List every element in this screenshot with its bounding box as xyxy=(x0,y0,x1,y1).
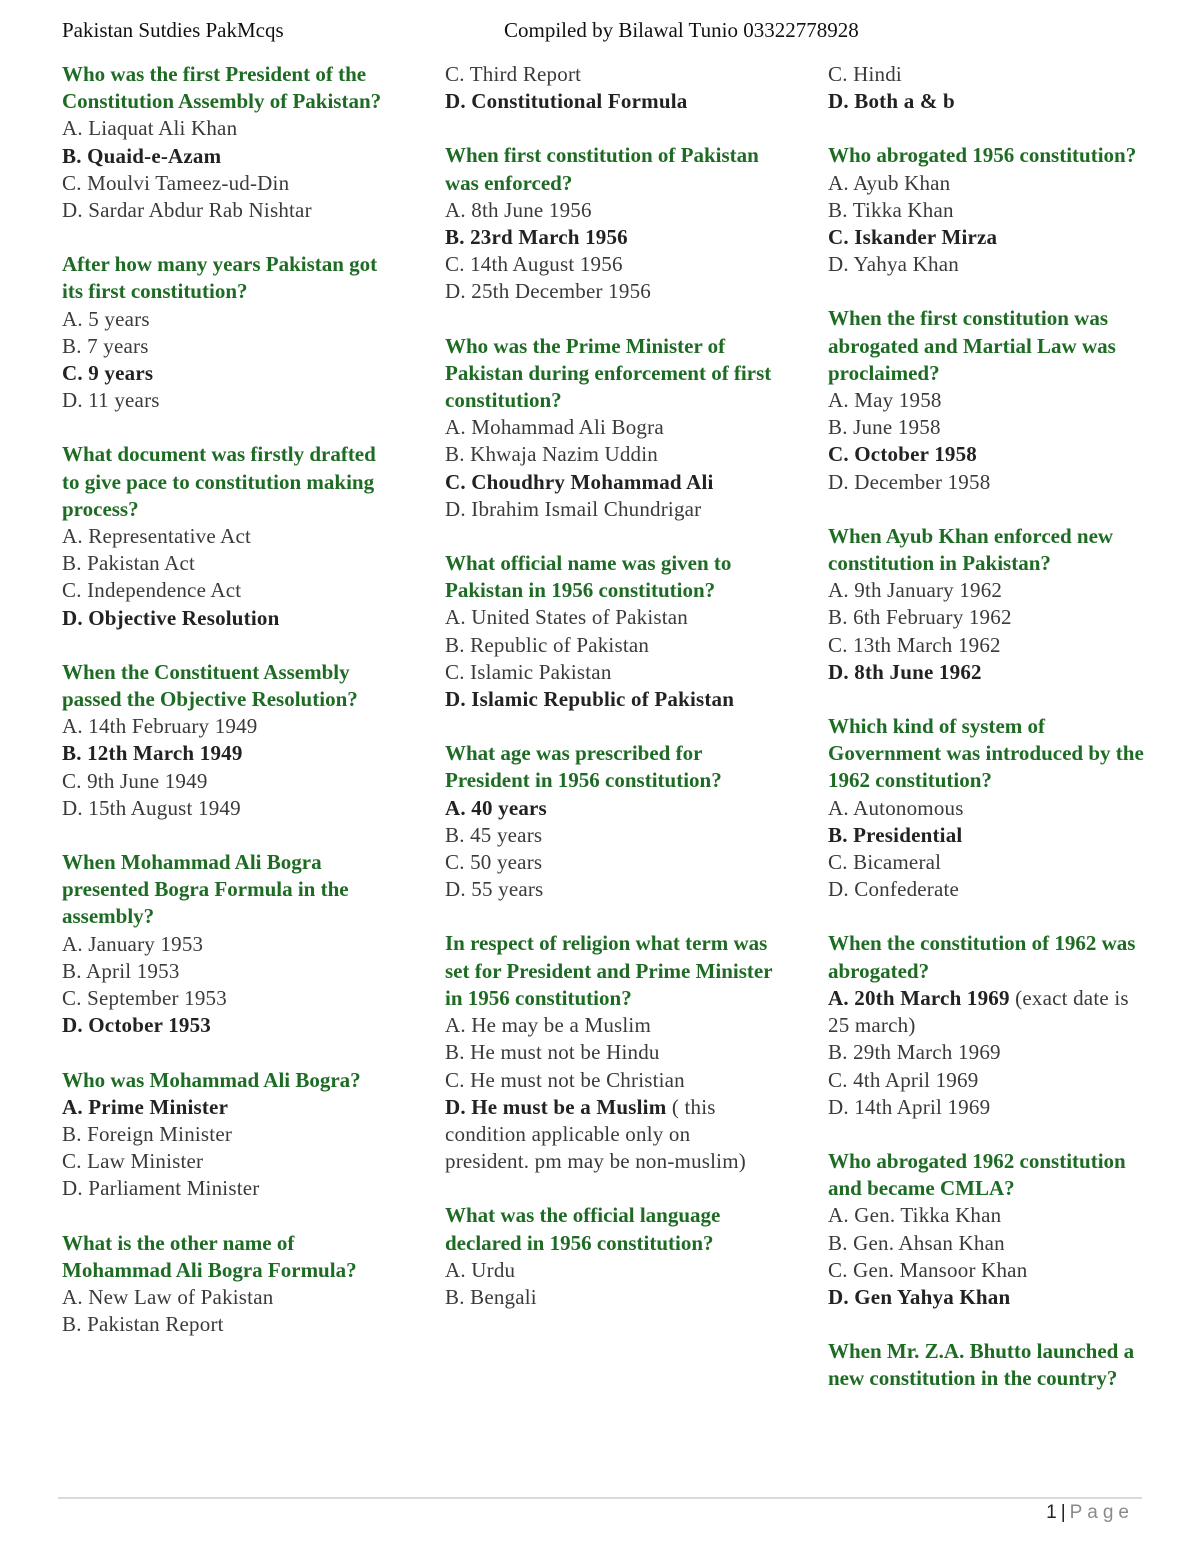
question-text: What age was prescribed for President in 1956 constitution? xyxy=(445,741,722,793)
option-text: D. Constitutional Formula xyxy=(445,89,688,114)
option-text: C. Moulvi Tameez-ud-Din xyxy=(62,170,290,195)
question-text: What is the other name of Mohammad Ali Bogra Formula? xyxy=(62,1230,357,1282)
answer-note: ( this condition applicable only on president. pm may be non-muslim) xyxy=(445,1094,746,1174)
page-label: Page xyxy=(1069,1502,1134,1523)
column-1 xyxy=(62,61,392,1365)
question-text: When Mohammad Ali Bogra presented Bogra Formula in the assembly? xyxy=(62,850,349,929)
correct-answer-option xyxy=(445,469,775,496)
answer-option xyxy=(828,577,1148,604)
option-text: D. 25th December 1956 xyxy=(445,279,651,304)
answer-option xyxy=(62,795,392,822)
correct-answer-option xyxy=(62,360,392,387)
answer-option xyxy=(445,441,775,468)
correct-answer-option xyxy=(445,686,775,713)
option-text: C. Independence Act xyxy=(62,578,242,603)
mcq-item xyxy=(62,1067,392,1203)
option-text: D. 8th June 1962 xyxy=(828,659,982,684)
correct-answer-option xyxy=(62,1094,392,1121)
option-text: C. Bicameral xyxy=(828,850,942,875)
option-text: D. 55 years xyxy=(445,877,544,902)
correct-answer-option xyxy=(62,143,392,170)
mcq-item xyxy=(62,849,392,1039)
answer-option xyxy=(828,1067,1148,1094)
answer-option xyxy=(62,1121,392,1148)
option-text: D. Gen Yahya Khan xyxy=(828,1284,1011,1309)
mcq-item xyxy=(62,441,392,631)
option-text: D. December 1958 xyxy=(828,469,991,494)
column-2 xyxy=(445,61,775,1338)
option-text: C. Islamic Pakistan xyxy=(445,659,612,684)
option-text: C. Third Report xyxy=(445,62,582,86)
answer-option xyxy=(828,197,1148,224)
answer-option xyxy=(445,1257,775,1284)
option-text: A. Autonomous xyxy=(828,795,964,820)
answer-option xyxy=(828,1039,1148,1066)
answer-option xyxy=(445,876,775,903)
question-text: Who abrogated 1962 constitution and became CMLA? xyxy=(828,1148,1126,1201)
answer-option xyxy=(828,795,1148,822)
option-text: D. Parliament Minister xyxy=(62,1176,260,1201)
answer-option xyxy=(828,1202,1148,1229)
correct-answer-option xyxy=(828,88,1148,115)
answer-option xyxy=(62,115,392,142)
option-text: D. Ibrahim Ismail Chundrigar xyxy=(445,496,702,521)
question-text: In respect of religion what term was set for President and Prime Minister in 1956 constitution? xyxy=(445,931,773,1010)
answer-option xyxy=(445,1039,775,1066)
mcq-item xyxy=(828,142,1148,278)
option-text: C. 50 years xyxy=(445,850,543,875)
answer-option xyxy=(828,849,1148,876)
answer-option xyxy=(62,387,392,414)
option-text: B. 23rd March 1956 xyxy=(445,225,628,250)
option-text: A. May 1958 xyxy=(828,388,942,413)
question-text: Which kind of system of Government was introduced by the 1962 constitution? xyxy=(828,714,1144,793)
correct-answer-option xyxy=(62,740,392,767)
answer-option xyxy=(62,958,392,985)
answer-option xyxy=(828,1094,1148,1121)
correct-answer-option xyxy=(445,88,775,115)
answer-option xyxy=(62,523,392,550)
question-text: Who was the Prime Minister of Pakistan during enforcement of first constitution? xyxy=(445,333,772,413)
mcq-item xyxy=(828,1148,1148,1311)
option-text: A. 40 years xyxy=(445,795,547,820)
option-text: B. 12th March 1949 xyxy=(62,741,243,766)
page-number: 1 xyxy=(1046,1502,1057,1523)
mcq-item xyxy=(445,333,775,523)
question-text: What official name was given to Pakistan in 1956 constitution? xyxy=(445,551,732,603)
answer-option xyxy=(828,1230,1148,1257)
question-text: When the constitution of 1962 was abrogated? xyxy=(828,931,1136,983)
answer-option xyxy=(445,632,775,659)
option-text: C. October 1958 xyxy=(828,442,978,467)
answer-option xyxy=(62,1175,392,1202)
option-text: D. Sardar Abdur Rab Nishtar xyxy=(62,198,312,223)
option-text: C. Gen. Mansoor Khan xyxy=(828,1257,1028,1282)
answer-option xyxy=(828,61,1148,88)
answer-option xyxy=(445,197,775,224)
mcq-item xyxy=(828,713,1148,903)
option-text: B. Foreign Minister xyxy=(62,1121,233,1146)
option-text: A. 9th January 1962 xyxy=(828,578,1003,603)
option-text: D. He must be a Muslim xyxy=(445,1094,667,1119)
answer-option xyxy=(445,251,775,278)
option-text: B. Quaid-e-Azam xyxy=(62,143,222,168)
answer-option xyxy=(828,251,1148,278)
mcq-item xyxy=(445,930,775,1175)
mcq-item xyxy=(62,659,392,822)
page-footer xyxy=(1046,1502,1134,1524)
answer-option xyxy=(62,1148,392,1175)
correct-answer-option xyxy=(828,985,1148,1039)
answer-option xyxy=(828,632,1148,659)
correct-answer-option xyxy=(828,659,1148,686)
header-compiler: Compiled by Bilawal Tunio 03322778928 xyxy=(504,18,859,42)
correct-answer-option xyxy=(828,1284,1148,1311)
answer-option xyxy=(62,577,392,604)
answer-option xyxy=(445,1067,775,1094)
correct-answer-option xyxy=(828,441,1148,468)
mcq-item xyxy=(445,550,775,713)
footer-divider xyxy=(58,1497,1142,1499)
option-text: C. Iskander Mirza xyxy=(828,225,998,250)
answer-option xyxy=(62,333,392,360)
mcq-item xyxy=(62,1230,392,1339)
answer-option xyxy=(62,768,392,795)
answer-option xyxy=(62,985,392,1012)
answer-option xyxy=(62,550,392,577)
correct-answer-option xyxy=(445,224,775,251)
option-text: A. 20th March 1969 xyxy=(828,985,1010,1010)
answer-option xyxy=(445,496,775,523)
mcq-item xyxy=(445,61,775,115)
question-text: Who was Mohammad Ali Bogra? xyxy=(62,1067,361,1092)
option-text: B. Pakistan Act xyxy=(62,551,196,576)
mcq-item xyxy=(828,61,1148,115)
option-text: C. September 1953 xyxy=(62,986,227,1011)
mcq-item xyxy=(445,740,775,903)
option-text: B. Republic of Pakistan xyxy=(445,632,650,657)
option-text: A. He may be a Muslim xyxy=(445,1013,651,1038)
footer-separator: | xyxy=(1060,1502,1066,1523)
option-text: A. 8th June 1956 xyxy=(445,197,592,222)
answer-option xyxy=(828,604,1148,631)
answer-option xyxy=(828,469,1148,496)
answer-option xyxy=(62,197,392,224)
option-text: A. Urdu xyxy=(445,1257,516,1282)
mcq-item xyxy=(62,61,392,224)
option-text: C. Hindi xyxy=(828,62,902,86)
question-text: When Ayub Khan enforced new constitution in Pakistan? xyxy=(828,523,1114,576)
mcq-item xyxy=(445,1202,775,1311)
mcq-item xyxy=(828,1338,1148,1392)
answer-option xyxy=(828,876,1148,903)
answer-option xyxy=(445,849,775,876)
option-text: B. Pakistan Report xyxy=(62,1312,224,1337)
option-text: A. Liaquat Ali Khan xyxy=(62,116,238,141)
answer-option xyxy=(62,170,392,197)
option-text: A. Representative Act xyxy=(62,524,252,549)
answer-option xyxy=(445,1284,775,1311)
option-text: A. Mohammad Ali Bogra xyxy=(445,415,664,440)
option-text: B. 7 years xyxy=(62,333,149,358)
option-text: A. Gen. Tikka Khan xyxy=(828,1203,1002,1228)
option-text: C. 9 years xyxy=(62,361,154,386)
question-text: When the Constituent Assembly passed the Objective Resolution? xyxy=(62,659,358,712)
option-text: C. Choudhry Mohammad Ali xyxy=(445,469,714,494)
option-text: C. 9th June 1949 xyxy=(62,768,208,793)
option-text: D. Yahya Khan xyxy=(828,252,959,277)
correct-answer-option xyxy=(62,1012,392,1039)
option-text: D. 14th April 1969 xyxy=(828,1094,991,1119)
correct-answer-option xyxy=(445,795,775,822)
option-text: B. He must not be Hindu xyxy=(445,1040,660,1065)
answer-note: (exact date is 25 march) xyxy=(828,985,1129,1038)
option-text: C. 14th August 1956 xyxy=(445,252,623,277)
option-text: A. Ayub Khan xyxy=(828,170,951,195)
answer-option xyxy=(62,931,392,958)
option-text: B. Presidential xyxy=(828,822,963,847)
question-text: When first constitution of Pakistan was enforced? xyxy=(445,143,759,195)
option-text: B. June 1958 xyxy=(828,415,941,440)
question-text: When the first constitution was abrogated and Martial Law was proclaimed? xyxy=(828,306,1116,385)
correct-answer-option xyxy=(828,224,1148,251)
option-text: B. 29th March 1969 xyxy=(828,1040,1001,1065)
option-text: A. January 1953 xyxy=(62,931,204,956)
question-text: Who was the first President of the Constitution Assembly of Pakistan? xyxy=(62,62,382,114)
answer-option xyxy=(62,306,392,333)
correct-answer-option xyxy=(62,605,392,632)
answer-option xyxy=(445,61,775,88)
option-text: C. Law Minister xyxy=(62,1149,204,1174)
option-text: B. Tikka Khan xyxy=(828,197,954,222)
question-text: When Mr. Z.A. Bhutto launched a new constitution in the country? xyxy=(828,1339,1135,1391)
option-text: A. United States of Pakistan xyxy=(445,605,688,630)
option-text: D. Both a & b xyxy=(828,89,955,114)
option-text: B. 6th February 1962 xyxy=(828,605,1012,630)
option-text: C. He must not be Christian xyxy=(445,1067,685,1092)
option-text: D. Islamic Republic of Pakistan xyxy=(445,687,735,712)
question-text: After how many years Pakistan got its first constitution? xyxy=(62,252,378,304)
answer-option xyxy=(62,1311,392,1338)
option-text: B. Khwaja Nazim Uddin xyxy=(445,442,658,467)
question-text: Who abrogated 1956 constitution? xyxy=(828,143,1137,168)
option-text: B. April 1953 xyxy=(62,958,180,983)
mcq-item xyxy=(828,305,1148,495)
option-text: D. October 1953 xyxy=(62,1013,212,1038)
option-text: D. 11 years xyxy=(62,388,160,413)
mcq-item xyxy=(828,930,1148,1120)
question-text: What was the official language declared in 1956 constitution? xyxy=(445,1203,721,1255)
answer-option xyxy=(445,822,775,849)
answer-option xyxy=(62,713,392,740)
option-text: C. 4th April 1969 xyxy=(828,1067,979,1092)
option-text: C. 13th March 1962 xyxy=(828,632,1001,657)
option-text: D. 15th August 1949 xyxy=(62,795,241,820)
answer-option xyxy=(445,659,775,686)
option-text: A. 5 years xyxy=(62,306,150,331)
option-text: B. 45 years xyxy=(445,822,543,847)
header-title: Pakistan Sutdies PakMcqs xyxy=(62,18,284,42)
answer-option xyxy=(828,387,1148,414)
correct-answer-option xyxy=(445,1094,775,1176)
correct-answer-option xyxy=(828,822,1148,849)
mcq-item xyxy=(828,523,1148,686)
answer-option xyxy=(445,278,775,305)
option-text: B. Bengali xyxy=(445,1284,537,1309)
answer-option xyxy=(828,414,1148,441)
mcq-item xyxy=(445,142,775,305)
column-3 xyxy=(828,61,1148,1420)
question-text: What document was firstly drafted to give pace to constitution making process? xyxy=(62,442,376,521)
option-text: A. New Law of Pakistan xyxy=(62,1284,274,1309)
option-text: D. Confederate xyxy=(828,877,960,902)
option-text: A. 14th February 1949 xyxy=(62,714,258,739)
answer-option xyxy=(828,170,1148,197)
answer-option xyxy=(828,1257,1148,1284)
option-text: D. Objective Resolution xyxy=(62,605,280,630)
mcq-item xyxy=(62,251,392,414)
answer-option xyxy=(445,604,775,631)
answer-option xyxy=(445,414,775,441)
answer-option xyxy=(445,1012,775,1039)
option-text: B. Gen. Ahsan Khan xyxy=(828,1230,1005,1255)
option-text: A. Prime Minister xyxy=(62,1094,229,1119)
page-header xyxy=(62,18,1140,48)
answer-option xyxy=(62,1284,392,1311)
